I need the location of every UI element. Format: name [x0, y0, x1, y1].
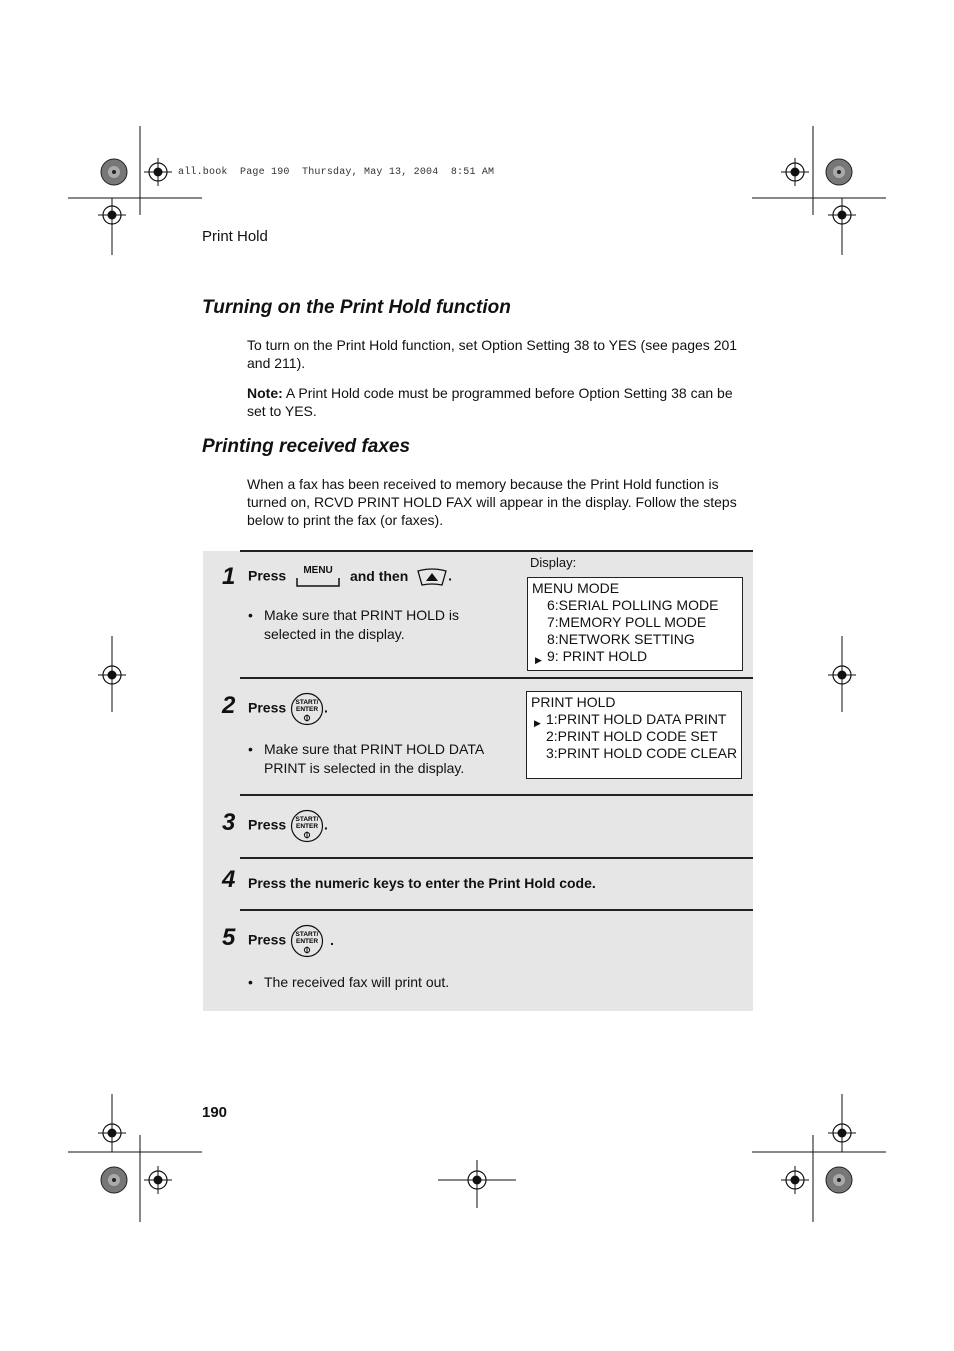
- display-line: 7:MEMORY POLL MODE: [547, 614, 707, 630]
- start-enter-key-icon: [290, 924, 324, 958]
- up-arrow-key-icon: [416, 567, 448, 587]
- start-key-label: START/: [295, 816, 319, 823]
- step-divider: [240, 857, 753, 859]
- step-3-instruction: [248, 809, 328, 843]
- display-line-selected: ▶ 1:PRINT HOLD DATA PRINT: [527, 711, 741, 728]
- period: .: [448, 567, 453, 584]
- section2-paragraph: When a fax has been received to memory because the Print Hold function is turned on, RCVD PRINT HOLD FAX will appear in the display. Follow the steps below to print the fax (or faxes).: [247, 476, 737, 528]
- step-divider: [240, 550, 753, 552]
- start-key-label: START/: [295, 931, 319, 938]
- start-key-label: START/: [295, 699, 319, 706]
- note-label: Note:: [247, 385, 283, 401]
- section1-paragraph: To turn on the Print Hold function, set Option Setting 38 to YES (see pages 201 and 211).: [247, 337, 738, 371]
- start-enter-key-icon: [290, 692, 324, 726]
- section-title-printing: Printing received faxes: [202, 436, 411, 457]
- menu-key-label: MENU: [303, 565, 333, 576]
- display-print-hold: [526, 691, 742, 779]
- step-5-instruction: [248, 924, 334, 958]
- display-line: 2:PRINT HOLD CODE SET: [546, 728, 718, 744]
- page-number: 190: [202, 1104, 228, 1121]
- step-number-1: 1: [222, 563, 236, 590]
- book-file-line: all.book Page 190 Thursday, May 13, 2004 8:51 AM: [178, 167, 495, 178]
- pointer-icon: ▶: [535, 655, 542, 665]
- start-enter-key-icon: [290, 809, 324, 843]
- step-divider: [240, 794, 753, 796]
- press-label: Press: [248, 931, 287, 948]
- period: .: [324, 816, 328, 833]
- step-number-3: 3: [222, 809, 236, 836]
- press-label: Press: [248, 816, 287, 833]
- press-label: Press: [248, 567, 287, 584]
- step-divider: [240, 677, 753, 679]
- display-line-selected: ▶ 9: PRINT HOLD: [528, 648, 742, 665]
- menu-key-icon: [296, 566, 340, 588]
- step-number-5: 5: [222, 924, 236, 951]
- display-line: 8:NETWORK SETTING: [547, 631, 695, 647]
- period: .: [329, 931, 334, 948]
- display-line: 3:PRINT HOLD CODE CLEAR: [546, 745, 738, 761]
- display-label: Display:: [530, 555, 577, 570]
- display-line: PRINT HOLD: [531, 694, 616, 710]
- section1-note: [247, 384, 742, 420]
- and-then-label: and then: [349, 567, 409, 584]
- display-line: 6:SERIAL POLLING MODE: [547, 597, 719, 613]
- step-2-instruction: [248, 692, 328, 726]
- pointer-icon: ▶: [534, 718, 541, 728]
- step-number-4: 4: [222, 866, 236, 893]
- press-label: Press: [248, 699, 287, 716]
- section-title-turning-on: Turning on the Print Hold function: [202, 297, 511, 318]
- step-number-2: 2: [222, 692, 236, 719]
- step-4-instruction: Press the numeric keys to enter the Print Hold code.: [248, 875, 596, 891]
- step-divider: [240, 909, 753, 911]
- display-line: MENU MODE: [532, 580, 620, 596]
- note-text: A Print Hold code must be programmed before Option Setting 38 can be set to YES.: [247, 385, 733, 419]
- period: .: [324, 699, 328, 716]
- step-1-instruction: [248, 566, 452, 588]
- enter-key-label: ENTER: [296, 938, 319, 945]
- display-menu-mode: [527, 577, 743, 671]
- running-head: Print Hold: [202, 228, 268, 245]
- enter-key-label: ENTER: [296, 706, 319, 713]
- enter-key-label: ENTER: [296, 823, 319, 830]
